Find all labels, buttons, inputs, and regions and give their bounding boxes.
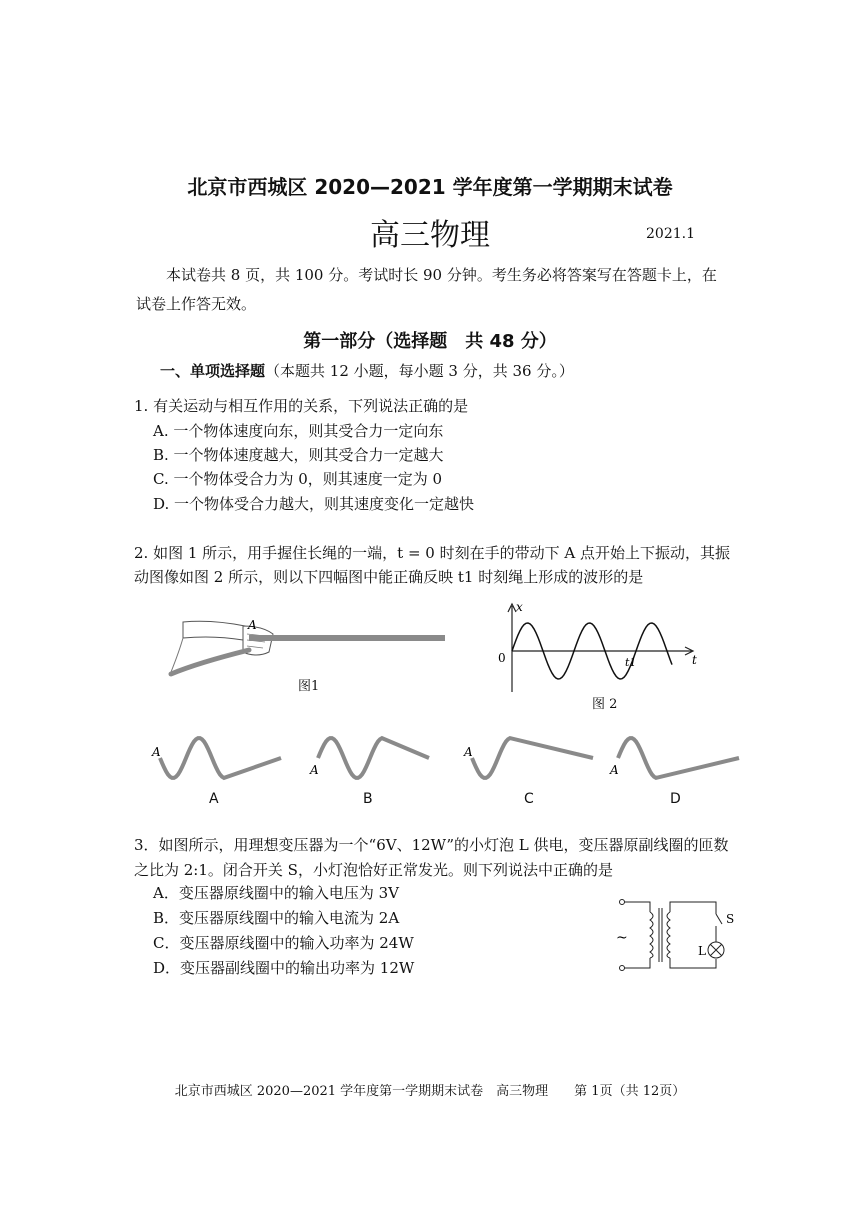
- q3-option-b[interactable]: B．变压器原线圈中的输入电流为 2A: [153, 909, 400, 927]
- q3-option-c[interactable]: C．变压器原线圈中的输入功率为 24W: [153, 934, 414, 952]
- section-heading: [160, 360, 574, 381]
- q1-option-a[interactable]: A. 一个物体速度向东，则其受合力一定向东: [153, 422, 444, 440]
- q1-stem: 1. 有关运动与相互作用的关系，下列说法正确的是: [134, 397, 469, 415]
- subject-title: 高三物理: [370, 218, 490, 253]
- q3-stem: 3．如图所示，用理想变压器为一个“6V、12W”的小灯泡 L 供电，变压器原副线圈的匝数之比为 2:1。闭合开关 S，小灯泡恰好正常发光。则下列说法中正确的是: [134, 836, 729, 879]
- exam-date: 2021.1: [646, 226, 695, 242]
- q3-option-d[interactable]: D．变压器副线圈中的输出功率为 12W: [153, 959, 415, 977]
- choice-c-waveform[interactable]: [462, 728, 597, 788]
- choice-b-waveform[interactable]: [308, 728, 433, 788]
- fig2-t1-label: t1: [625, 656, 637, 669]
- secondary-coil: [667, 912, 670, 958]
- transformer-circuit: [612, 892, 742, 978]
- part-title: 第一部分（选择题 共 48 分）: [303, 331, 557, 352]
- exam-title: 北京市西城区 2020—2021 学年度第一学期期末试卷: [187, 175, 673, 199]
- switch-label: S: [726, 912, 735, 926]
- q1-option-c[interactable]: C. 一个物体受合力为 0，则其速度一定为 0: [153, 470, 443, 488]
- primary-coil: [650, 912, 653, 958]
- choice-c-point: A: [464, 745, 473, 759]
- choice-d-point: A: [610, 763, 619, 777]
- choice-c-label[interactable]: C: [524, 791, 534, 807]
- lamp-label: L: [698, 944, 706, 958]
- q2-stem: 2. 如图 1 所示，用手握住长绳的一端，t = 0 时刻在手的带动下 A 点开始上下振动，其振动图像如图 2 所示，则以下四幅图中能正确反映 t1 时刻绳上形成的波形的是: [134, 544, 730, 586]
- ac-source-symbol: ~: [616, 930, 628, 946]
- choice-b-point: A: [310, 763, 319, 777]
- choice-b-label[interactable]: B: [363, 791, 373, 807]
- choice-d-label[interactable]: D: [670, 791, 681, 807]
- q1-option-b[interactable]: B. 一个物体速度越大，则其受合力一定越大: [153, 446, 444, 464]
- figure-1-caption: 图1: [298, 679, 320, 694]
- choice-d-waveform[interactable]: [608, 728, 743, 788]
- fig2-y-label: x: [516, 600, 523, 614]
- section-label: 一、单项选择题: [160, 362, 266, 380]
- choice-a-waveform[interactable]: [150, 728, 285, 788]
- page-footer: 北京市西城区 2020—2021 学年度第一学期期末试卷 高三物理 第 1页（共 12页）: [174, 1084, 686, 1099]
- q1-option-d[interactable]: D. 一个物体受合力越大，则其速度变化一定越快: [153, 495, 475, 513]
- choice-a-point: A: [152, 745, 161, 759]
- exam-instructions: 本试卷共 8 页，共 100 分。考试时长 90 分钟。考生务必将答案写在答题卡上，在试卷上作答无效。: [136, 266, 717, 313]
- fig2-origin: 0: [498, 651, 506, 665]
- section-note: （本题共 12 小题，每小题 3 分，共 36 分。）: [265, 362, 574, 380]
- fig1-point-a: A: [248, 618, 257, 632]
- q3-option-a[interactable]: A．变压器原线圈中的输入电压为 3V: [153, 884, 399, 902]
- choice-a-label[interactable]: A: [209, 791, 219, 807]
- figure-2-caption: 图 2: [592, 697, 618, 712]
- fig2-x-label: t: [692, 653, 697, 667]
- switch: [716, 914, 722, 924]
